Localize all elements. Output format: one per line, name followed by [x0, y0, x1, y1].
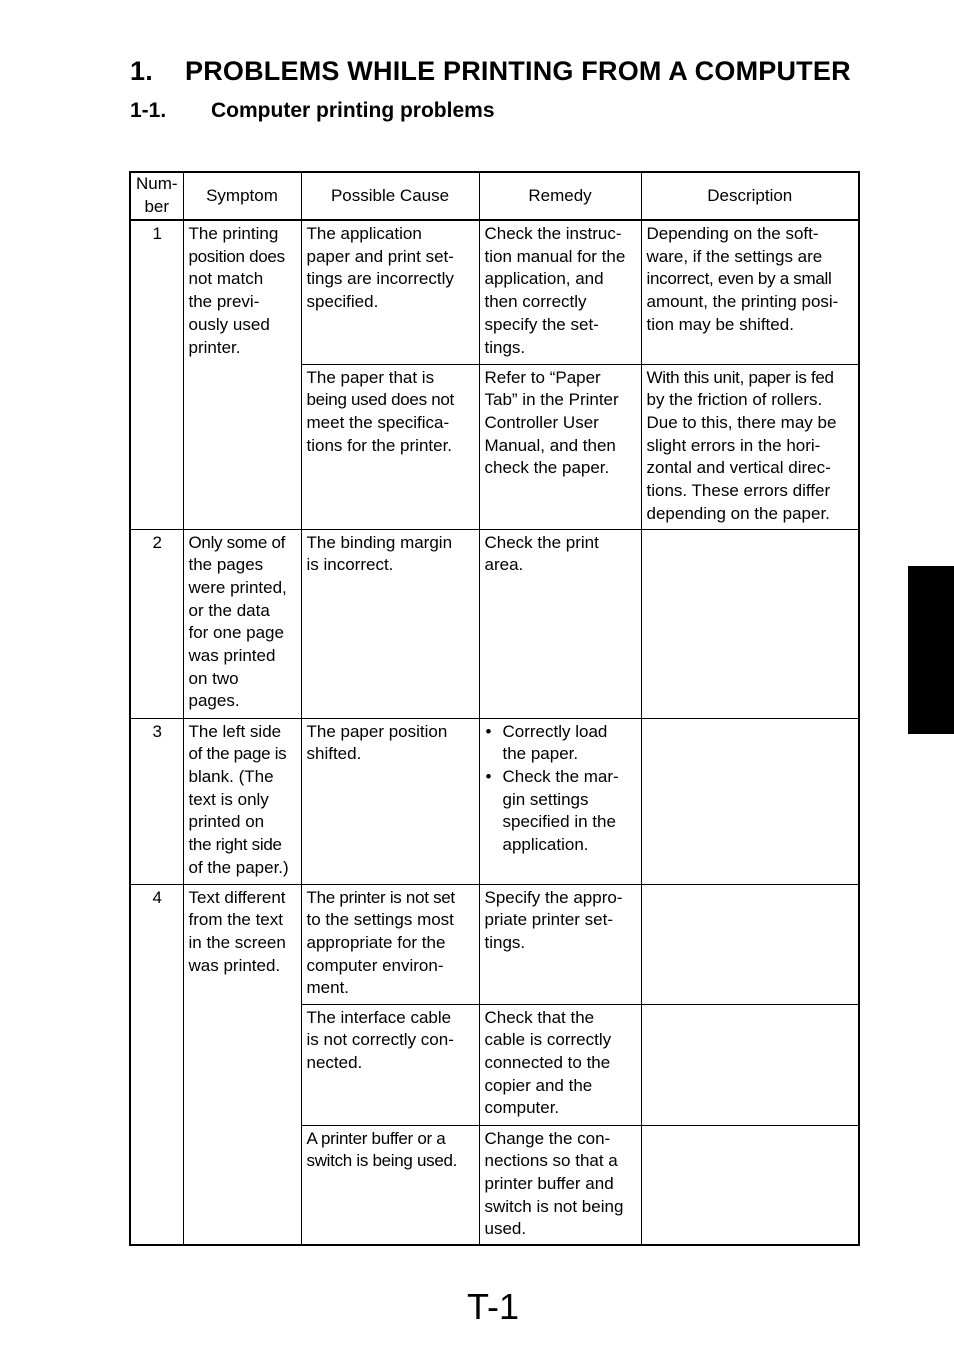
problem-number: 3 [130, 718, 183, 884]
troubleshooting-table [129, 171, 860, 1246]
description-cell: With this unit, paper is fed by the friction of rollers. Due to this, there may be slight errors in the hori- zontal and vertical direc- tions. These errors differ depending on the paper. [641, 364, 859, 529]
remedy-cell: Refer to “Paper Tab” in the Printer Controller User Manual, and then check the paper. [479, 364, 641, 529]
header-number: Num- ber [130, 172, 183, 220]
section-number: 1. [130, 56, 153, 86]
description-cell [641, 884, 859, 1004]
cause-cell: The interface cable is not correctly con- nected. [301, 1004, 479, 1125]
cause-cell: The printer is not set to the settings most appropriate for the computer environ- ment. [301, 884, 479, 1004]
table-row [130, 529, 859, 718]
table-header-row [130, 172, 859, 220]
problem-number: 2 [130, 529, 183, 718]
cause-cell: A printer buffer or a switch is being used. [301, 1125, 479, 1245]
description-cell [641, 529, 859, 718]
subsection-title: Computer printing problems [211, 99, 495, 122]
subsection-heading [130, 99, 495, 123]
remedy-bullet-list [485, 721, 637, 857]
remedy-cell: Check the instruc- tion manual for the application, and then correctly specify the set- tings. [479, 220, 641, 364]
description-cell [641, 1125, 859, 1245]
description-cell [641, 1004, 859, 1125]
header-description: Description [641, 172, 859, 220]
list-item: • Correctly load the paper. [485, 721, 637, 766]
remedy-cell: Change the con- nections so that a printer buffer and switch is not being used. [479, 1125, 641, 1245]
symptom-cell: Text different from the text in the screen was printed. [183, 884, 301, 1245]
description-cell [641, 718, 859, 884]
list-item: • Check the mar- gin settings specified in the application. [485, 766, 637, 857]
header-remedy: Remedy [479, 172, 641, 220]
page-number: T-1 [466, 1286, 519, 1327]
cause-cell: The binding margin is incorrect. [301, 529, 479, 718]
cause-cell: The paper that is being used does not meet the specifica- tions for the printer. [301, 364, 479, 529]
table-row [130, 220, 859, 364]
table-row [130, 884, 859, 1004]
section-heading [130, 56, 851, 87]
remedy-cell: Specify the appro- priate printer set- tings. [479, 884, 641, 1004]
subsection-number: 1-1. [130, 99, 167, 122]
remedy-cell [479, 718, 641, 884]
header-possible-cause: Possible Cause [301, 172, 479, 220]
chapter-side-tab [908, 566, 954, 734]
symptom-cell: Only some of the pages were printed, or the data for one page was printed on two pages. [183, 529, 301, 718]
table-row [130, 718, 859, 884]
symptom-cell: The printing position does not match the previ- ously used printer. [183, 220, 301, 529]
section-title: PROBLEMS WHILE PRINTING FROM A COMPUTER [185, 56, 851, 86]
problem-number: 1 [130, 220, 183, 529]
cause-cell: The paper position shifted. [301, 718, 479, 884]
description-cell: Depending on the soft- ware, if the settings are incorrect, even by a small amount, the printing posi- tion may be shifted. [641, 220, 859, 364]
problem-number: 4 [130, 884, 183, 1245]
symptom-cell: The left side of the page is blank. (The text is only printed on the right side of the paper.) [183, 718, 301, 884]
remedy-cell: Check that the cable is correctly connected to the copier and the computer. [479, 1004, 641, 1125]
cause-cell: The application paper and print set- tings are incorrectly specified. [301, 220, 479, 364]
header-symptom: Symptom [183, 172, 301, 220]
remedy-cell: Check the print area. [479, 529, 641, 718]
